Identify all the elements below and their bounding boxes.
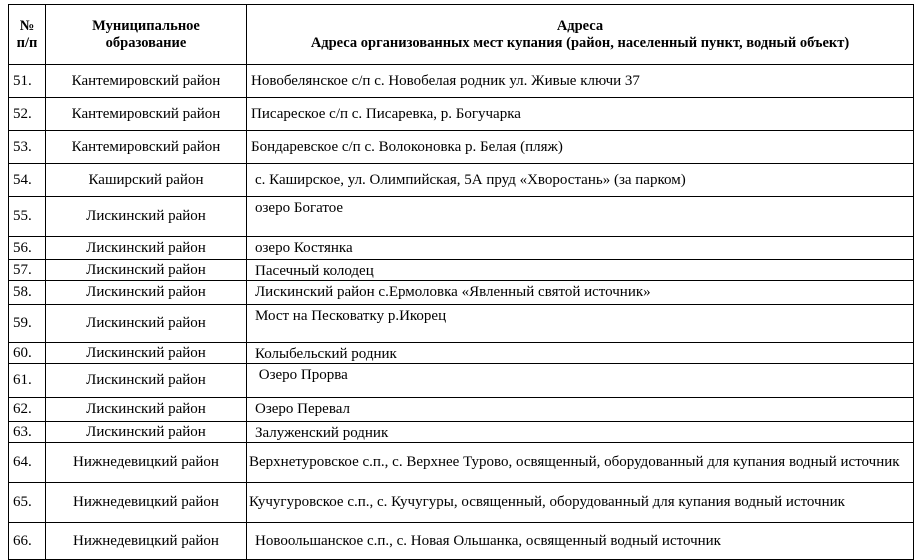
row-address: Пасечный колодец (247, 260, 914, 281)
row-number: 53. (9, 131, 46, 164)
row-number: 62. (9, 398, 46, 422)
row-number: 63. (9, 422, 46, 443)
row-number: 60. (9, 343, 46, 364)
row-address: с. Каширское, ул. Олимпийская, 5А пруд «Хворостань» (за парком) (247, 164, 914, 197)
row-number: 58. (9, 281, 46, 305)
row-number: 66. (9, 523, 46, 560)
row-municipality: Лискинский район (46, 398, 247, 422)
table-row (9, 364, 914, 398)
row-municipality: Кантемировский район (46, 65, 247, 98)
row-municipality: Нижнедевицкий район (46, 523, 247, 560)
row-address: Залуженский родник (247, 422, 914, 443)
row-municipality: Нижнедевицкий район (46, 483, 247, 523)
row-municipality: Лискинский район (46, 197, 247, 237)
row-address: Новоольшанское с.п., с. Новая Ольшанка, освященный водный источник (247, 523, 914, 560)
row-number: 56. (9, 237, 46, 260)
row-municipality: Лискинский район (46, 422, 247, 443)
table-row (9, 483, 914, 523)
table-row (9, 65, 914, 98)
row-number: 51. (9, 65, 46, 98)
row-number: 64. (9, 443, 46, 483)
row-address: Кучугуровское с.п., с. Кучугуры, освященный, оборудованный для купания водный источник (247, 483, 914, 523)
row-number: 57. (9, 260, 46, 281)
row-address: Мост на Песковатку р.Икорец (247, 305, 914, 343)
table-row (9, 98, 914, 131)
table-row (9, 281, 914, 305)
row-address: Озеро Перевал (247, 398, 914, 422)
row-address: Озеро Прорва (247, 364, 914, 398)
row-municipality: Лискинский район (46, 281, 247, 305)
header-municipality: Муниципальное образование (46, 5, 247, 65)
row-address: Бондаревское с/п с. Волоконовка р. Белая (пляж) (247, 131, 914, 164)
table-row (9, 523, 914, 560)
row-municipality: Лискинский район (46, 364, 247, 398)
header-address (247, 5, 914, 65)
table-row (9, 237, 914, 260)
row-number: 59. (9, 305, 46, 343)
header-address-subtitle: Адреса организованных мест купания (район, населенный пункт, водный объект) (310, 34, 850, 51)
row-number: 61. (9, 364, 46, 398)
row-municipality: Лискинский район (46, 260, 247, 281)
row-number: 55. (9, 197, 46, 237)
row-municipality: Каширский район (46, 164, 247, 197)
row-municipality: Лискинский район (46, 305, 247, 343)
row-address: озеро Костянка (247, 237, 914, 260)
row-number: 65. (9, 483, 46, 523)
swimming-places-table (8, 4, 914, 560)
header-row (9, 5, 914, 65)
row-address: озеро Богатое (247, 197, 914, 237)
row-address: Лискинский район с.Ермоловка «Явленный святой источник» (247, 281, 914, 305)
row-municipality: Лискинский район (46, 237, 247, 260)
table-row (9, 131, 914, 164)
table-row (9, 305, 914, 343)
row-number: 52. (9, 98, 46, 131)
header-number: № п/п (9, 5, 46, 65)
table-row (9, 443, 914, 483)
row-municipality: Кантемировский район (46, 98, 247, 131)
table-row (9, 197, 914, 237)
table-row (9, 422, 914, 443)
table-row (9, 260, 914, 281)
table-row (9, 164, 914, 197)
row-municipality: Кантемировский район (46, 131, 247, 164)
row-municipality: Нижнедевицкий район (46, 443, 247, 483)
table-row (9, 398, 914, 422)
header-address-title: Адреса (556, 17, 604, 34)
row-address: Колыбельский родник (247, 343, 914, 364)
row-address: Новобелянское с/п с. Новобелая родник ул. Живые ключи 37 (247, 65, 914, 98)
row-address: Верхнетуровское с.п., с. Верхнее Турово, освященный, оборудованный для купания водный источник (247, 443, 914, 483)
row-municipality: Лискинский район (46, 343, 247, 364)
row-address: Писареское с/п с. Писаревка, р. Богучарка (247, 98, 914, 131)
row-number: 54. (9, 164, 46, 197)
table-row (9, 343, 914, 364)
